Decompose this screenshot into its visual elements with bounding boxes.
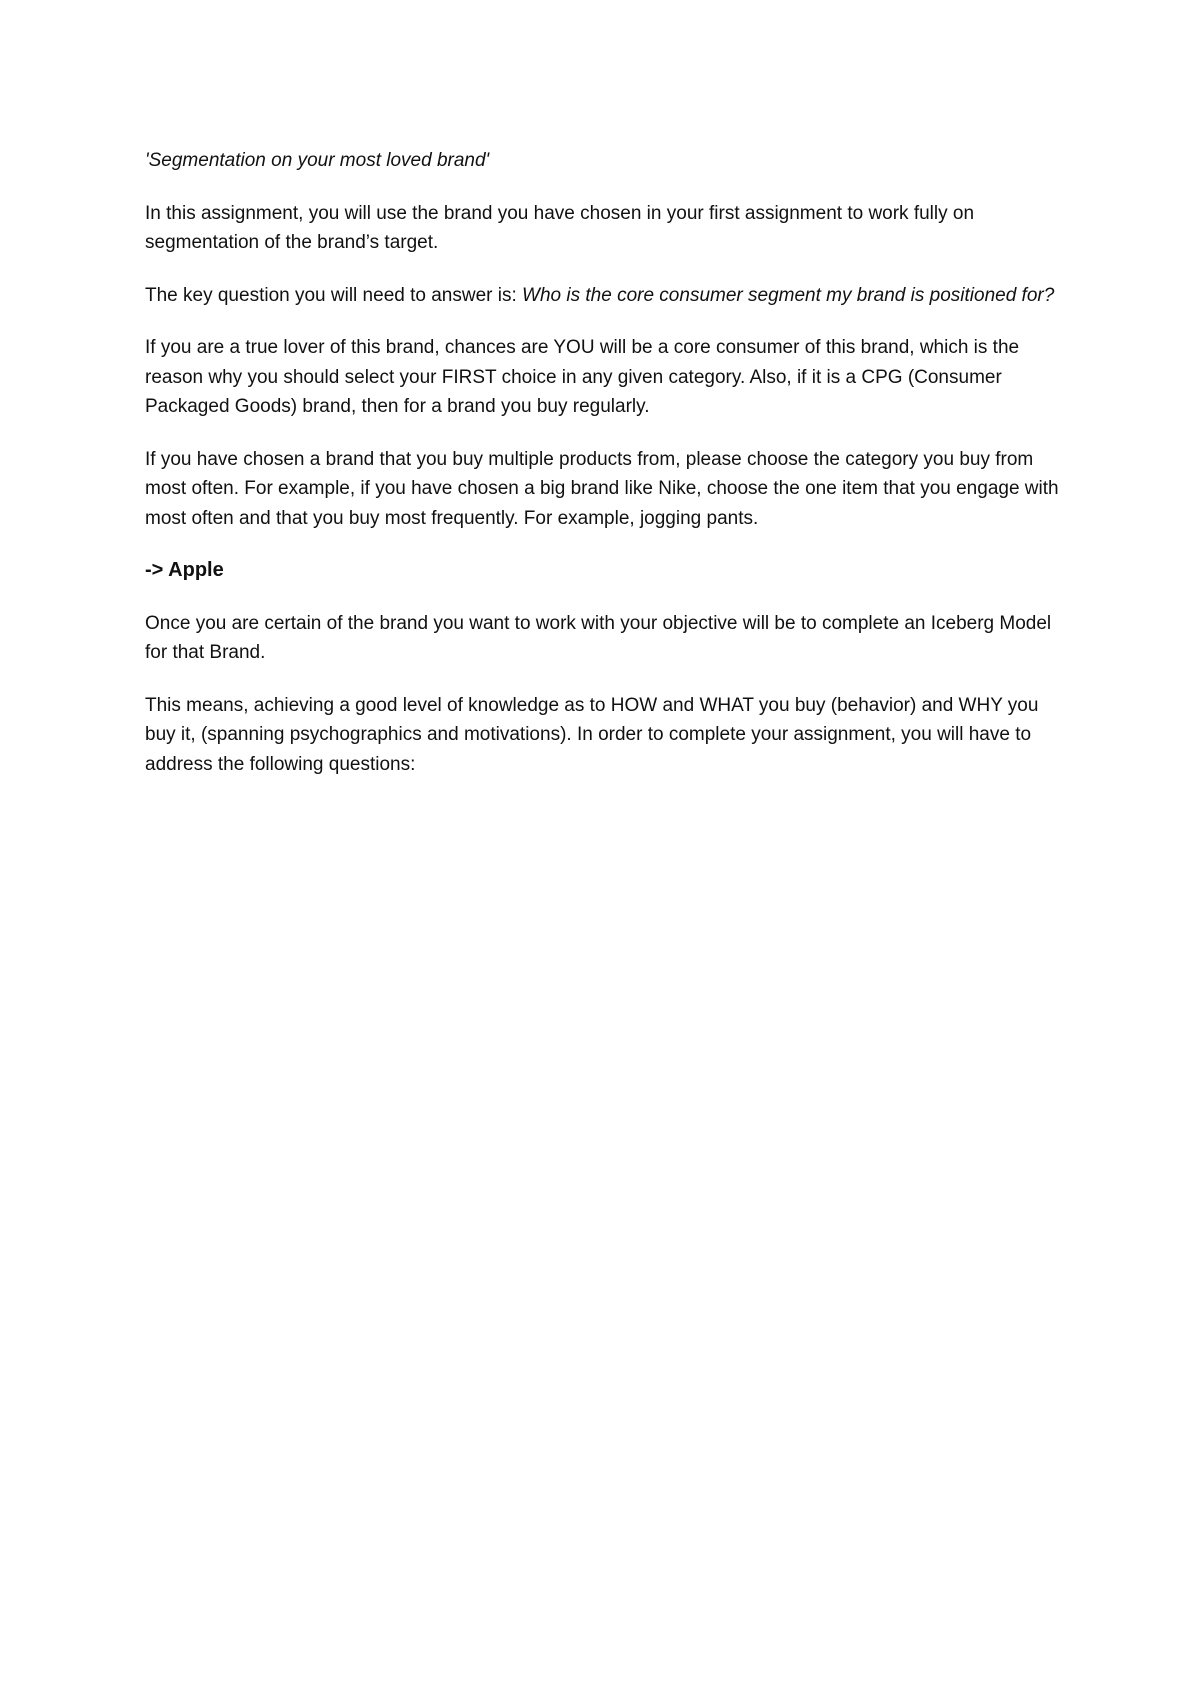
document-title: 'Segmentation on your most loved brand' [145,150,490,171]
intro-paragraph: In this assignment, you will use the brand you have chosen in your first assignment to work fully on segmentation of the brand’s target. [145,202,975,253]
key-question-lead: The key question you will need to answer is: [145,284,523,306]
key-question-paragraph [145,281,1065,311]
lover-paragraph: If you are a true lover of this brand, chances are YOU will be a core consumer of this brand, which is the reason why you should select your FIRST choice in any given category. Also, if it is a CPG (Consumer Packaged Goods) brand, then for a brand you buy regularly. [145,337,1020,417]
chosen-brand-heading: -> Apple [145,559,224,581]
key-question-text: Who is the core consumer segment my brand is positioned for? [522,284,1055,306]
iceberg-paragraph: Once you are certain of the brand you want to work with your objective will be to complete an Iceberg Model for that Brand. [145,612,1052,663]
multiple-products-paragraph: If you have chosen a brand that you buy multiple products from, please choose the category you buy from most often. For example, if you have chosen a big brand like Nike, choose the one item that you engage with most often and that you buy most frequently. For example, jogging pants. [145,448,1059,529]
document-body [145,146,1065,802]
knowledge-paragraph: This means, achieving a good level of knowledge as to HOW and WHAT you buy (behavior) and WHY you buy it, (spanning psychographics and motivations). In order to complete your assignment, you will have to address the following questions: [145,694,1039,775]
